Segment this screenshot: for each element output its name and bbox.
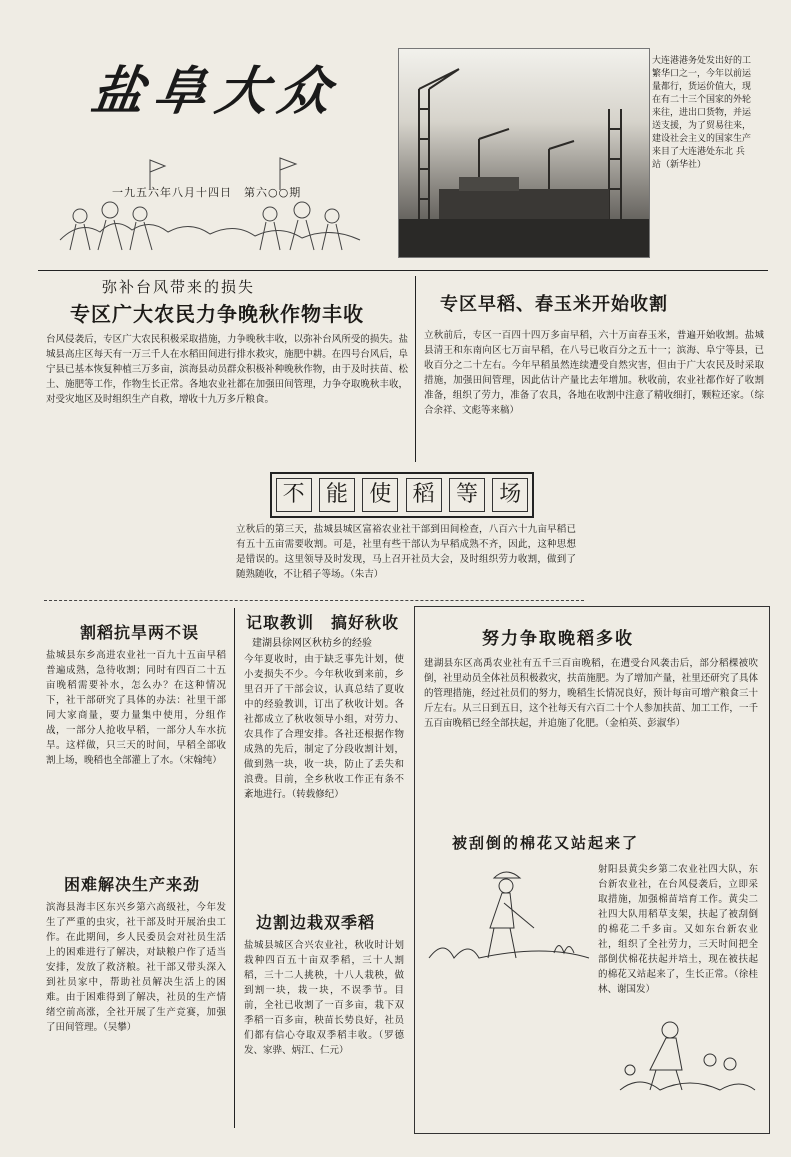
header-divider — [38, 270, 768, 271]
cut-rice-headline: 割稻抗旱两不误 — [80, 623, 200, 642]
right-body: 立秋前后，专区一百四十四万多亩早稻，六十万亩春玉米，普遍开始收割。盐城县清王和东南向区七万亩早稻，在八号已收百分之五十一；滨海、阜宁等县，已收百分之二十左右。今年早稻虽然连续遭受自然灾害，但由于广大农民及时采取措施，加强田间管理，因此估计产量比去年增加。秋收前，农业社都作好了收割准备，组织了劳力，准备了农具，各地在收割中注意了精收细打，颗粒还家。（综合余祥、文彪等来稿） — [424, 330, 764, 416]
column-divider — [234, 608, 235, 1128]
box-feature-body: 立秋后的第三天，盐城县城区富裕农业社干部到田间检查，八百六十九亩早稻已有五十五亩需要收割。可是，社里有些干部认为早稻成熟不齐，因此，这种思想是错误的。这里领导及时发现，马上召开社员大会，及时组织劳力收割，做到了随熟随收，不让稻子等场。（朱吉） — [236, 524, 576, 580]
box-title-char: 等 — [449, 478, 485, 512]
cotton-feature-headline: 被刮倒的棉花又站起来了 — [452, 834, 640, 852]
box-title-char: 不 — [276, 478, 312, 512]
rice-feature-body: 建湖县东区高禹农业社有五千三百亩晚稻，在遭受台风袭击后，部分稻棵被吹倒，社里动员全体社员积极救灾，扶苗施肥。为了增加产量，社里还研究了具体的管理措施，经过社员们的努力，晚稻生长情况良好，预计每亩可增产粮食三十斤左右。从三日到五日，这个社每天有六百二十个人参加扶苗、加工工作，一千五百亩晚稻已经全部扶起，并追施了化肥。（金柏英、彭淑华） — [424, 658, 758, 729]
lessons-body: 今年夏收时，由于缺乏事先计划，使小麦损失不少。今年秋收到来前，乡里召开了干部会议，认真总结了夏收中的经验教训，订出了秋收计划。各社都成立了秋收领导小组，对劳力、农具作了合理安排。各社还根据作物成熟的先后，制定了分段收割计划，做到熟一块，收一块，防止了丢失和浪费。目前，全乡秋收工作正有条不紊地进行。（转载修纪） — [244, 654, 404, 800]
cotton-feature-body-continued — [424, 984, 604, 1122]
difficulty-body: 滨海县海丰区东兴乡第六高级社，今年发生了严重的虫灾，社干部及时开展治虫工作。在此期间，乡人民委员会对社员生活上的困难进行了解决，对缺粮户作了适当安排，发放了救济粮。社干部又带头深入到社员家中，帮助社员解决生活上的困难。由于困难得到了解决，社员的生产情绪空前高涨，全社开展了生产竞赛，加强了田间管理。（吴攀） — [46, 902, 226, 1033]
rice-feature-headline: 努力争取晚稻多收 — [482, 629, 634, 649]
box-title-char: 能 — [319, 478, 355, 512]
cut-rice-body: 盐城县东乡高进农业社一百九十五亩早稻普遍成熟，急待收割；同时有四百二十五亩晚稻需要补水，怎么办？在这种情况下，社干部研究了具体的办法：社里干部同大家商量，要力量集中使用，分组作战，一部分人抢收早稻，一部分人车水抗旱。这样做，只三天的时间，早稻全部收割上场，晚稻也全部灌上了水。（宋翰纯） — [46, 650, 226, 766]
cotton-feature-body: 射阳县黄尖乡第二农业社四大队，东台新农业社，在台风侵袭后，立即采取措施，加强棉苗培育工作。黄尖二社四大队用稻草支架，扶起了被刮倒的棉花二千多亩。又如东台新农业社，组织了全社劳力，三天时间把全部倒伏棉花扶起并培土，现在被扶起的棉花又站起来了，生长正常。（徐桂林、谢国发） — [598, 864, 758, 995]
lessons-subhead: 建湖县徐网区秋枋乡的经验 — [252, 638, 372, 649]
box-title-char: 场 — [492, 478, 528, 512]
right-headline: 专区早稻、春玉米开始收割 — [440, 294, 668, 315]
column-divider — [415, 276, 416, 462]
issue-dateline: 一九五六年八月十四日 第六○○期 — [112, 186, 302, 199]
difficulty-headline: 困难解决生产来劲 — [64, 875, 201, 894]
lead-kicker: 弥补台风带来的损失 — [102, 278, 256, 296]
box-feature-title — [270, 472, 534, 518]
lessons-headline: 记取教训 搞好秋收 — [246, 613, 400, 632]
section-divider — [44, 600, 584, 601]
masthead-title: 盐阜大众 — [87, 61, 345, 122]
harbor-photo — [398, 48, 650, 258]
sideline-headline: 边割边栽双季稻 — [256, 913, 376, 932]
cotton-farmer-illustration — [424, 858, 594, 968]
photo-caption: 大连港港务处发出好的工繁华口之一，今年以前运量都行，货运价值大，现在有二十三个国家的外轮来往，进出口货物，并运送支援，为了贸易往来，建设社会主义的国家生产来目了大连港处东北 兵站（新华社） — [652, 56, 752, 170]
box-title-char: 稻 — [406, 478, 442, 512]
box-title-char: 使 — [362, 478, 398, 512]
lead-headline: 专区广大农民力争晚秋作物丰收 — [70, 302, 364, 326]
sideline-body: 盐城县城区合兴农业社，秋收时计划栽种四百五十亩双季稻，三十人割稻，三十二人挑秧，十八人栽秧，做到割一块，栽一块，不误季节。目前，全社已收割了一百多亩，栽下双季稻一百多亩，秧苗长势良好，社员们都有信心夺取双季稻丰收。（罗德发、家骅、炳江、仁元） — [244, 940, 404, 1056]
lead-body: 台风侵袭后，专区广大农民积极采取措施，力争晚秋丰收，以弥补台风所受的损失。盐城县高庄区每天有一万三千人在水稻田间进行排水救灾，施肥中耕。在四号台风后，阜宁县已基本恢复种植三万多亩，滨海县动员群众积极补种晚秋作物，由于及时扶苗、松土、施肥等工作，作物生长正常。各地农业社都在加强田间管理，力争夺取晚秋丰收，对受灾地区及时组织生产自救，增收十九万多斤粮食。 — [46, 334, 408, 405]
cotton-field-illustration — [610, 990, 760, 1100]
